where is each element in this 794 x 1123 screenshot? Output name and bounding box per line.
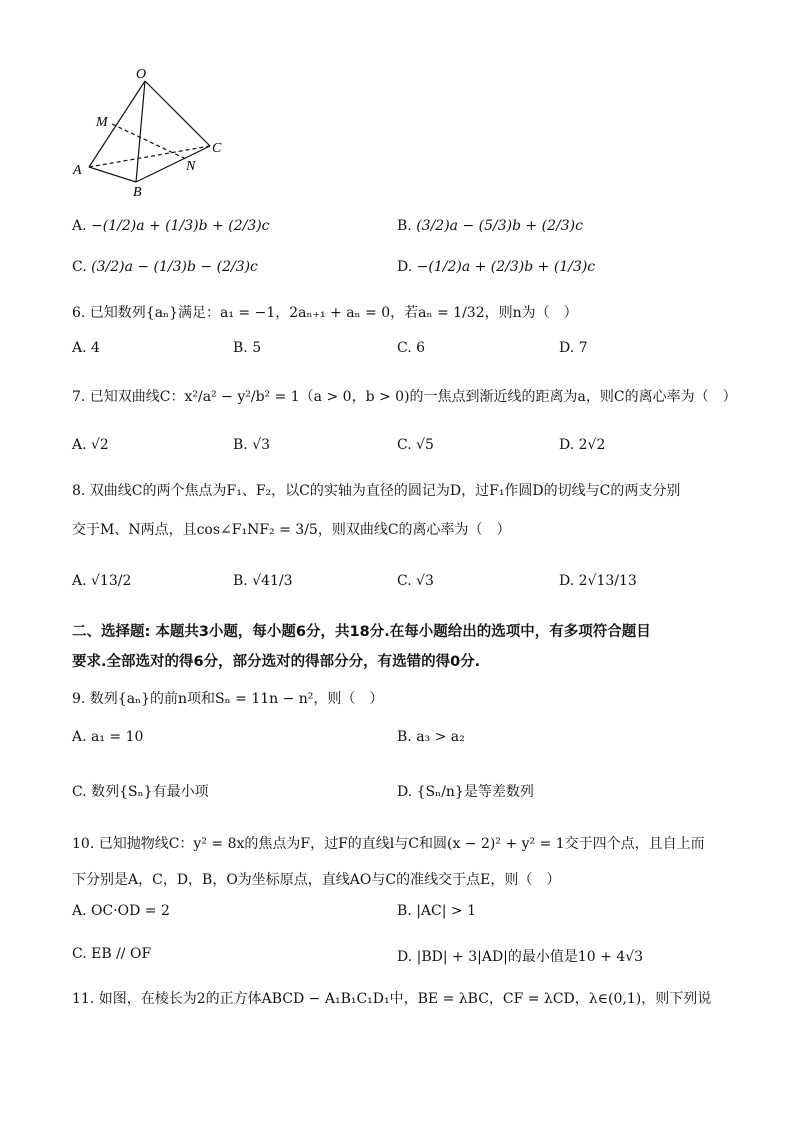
option-letter: B. [397, 218, 412, 234]
q10-stem-line1: 10. 已知抛物线C：y² = 8x的焦点为F，过F的直线l与C和圆(x − 2)² + y² = 1交于四个点，且自上而 [72, 836, 705, 852]
q5-option-c[interactable] [72, 259, 258, 275]
option-letter: B. [397, 903, 412, 919]
option-letter: D. [397, 784, 413, 800]
q5-option-b[interactable] [397, 218, 583, 234]
q9-option-c[interactable] [72, 781, 209, 801]
option-text: a₁ = 10 [91, 729, 144, 745]
q6-option-d[interactable] [559, 340, 588, 356]
label-B: B [133, 185, 142, 200]
option-letter: A. [72, 903, 87, 919]
option-letter: A. [72, 218, 87, 234]
option-text: |BD| + 3|AD|的最小值是10 + 4√3 [416, 949, 644, 965]
option-letter: D. [397, 949, 413, 965]
q7-option-c[interactable] [397, 437, 434, 453]
option-letter: D. [397, 259, 413, 275]
option-letter: C. [72, 946, 87, 962]
q10-option-d[interactable] [397, 946, 643, 966]
section2-instructions-line1: 二、选择题: 本题共3小题，每小题6分，共18分.在每小题给出的选项中，有多项符合题目 [72, 624, 651, 640]
option-text: √3 [252, 437, 271, 453]
q6-option-b[interactable] [233, 340, 261, 356]
label-O: O [136, 67, 147, 82]
tetrahedron-figure [66, 62, 236, 202]
option-text: {Sₙ/n}是等差数列 [416, 784, 534, 800]
option-letter: A. [72, 729, 87, 745]
option-text: 6 [416, 340, 426, 356]
label-M: M [96, 115, 108, 130]
option-text: (3/2)a − (5/3)b + (2/3)c [416, 218, 583, 234]
label-N: N [186, 159, 196, 174]
label-C: C [212, 141, 222, 156]
option-text: √5 [416, 437, 434, 453]
option-text: −(1/2)a + (2/3)b + (1/3)c [416, 259, 596, 275]
q10-stem-line2: 下分别是A，C，D，B，O为坐标原点，直线AO与C的准线交于点E，则（ ） [72, 872, 561, 888]
option-text: √3 [416, 573, 434, 589]
option-text: (3/2)a − (1/3)b − (2/3)c [91, 259, 258, 275]
q10-option-a[interactable] [72, 903, 170, 919]
option-text: a₃ > a₂ [416, 729, 465, 745]
q8-option-b[interactable] [233, 573, 293, 589]
q9-option-b[interactable] [397, 729, 465, 745]
option-letter: C. [397, 340, 412, 356]
q8-stem-line2: 交于M、N两点，且cos∠F₁NF₂ = 3/5，则双曲线C的离心率为（ ） [72, 522, 511, 538]
q9-stem: 9. 数列{aₙ}的前n项和Sₙ = 11n − n²，则（ ） [72, 691, 384, 707]
option-letter: D. [559, 340, 575, 356]
option-text: √2 [91, 437, 109, 453]
q10-option-c[interactable] [72, 946, 151, 962]
q5-option-a[interactable] [72, 218, 270, 234]
q9-option-d[interactable] [397, 781, 534, 801]
option-letter: D. [559, 573, 575, 589]
q11-stem: 11. 如图，在棱长为2的正方体ABCD − A₁B₁C₁D₁中，BE = λBC，CF = λCD，λ∈(0,1)，则下列说 [72, 991, 712, 1007]
q10-option-b[interactable] [397, 903, 476, 919]
label-A: A [73, 163, 82, 178]
option-text: 5 [252, 340, 262, 356]
q5-option-d[interactable] [397, 259, 595, 275]
option-letter: A. [72, 340, 87, 356]
option-letter: C. [72, 784, 87, 800]
option-text: √13/2 [91, 573, 132, 589]
q9-option-a[interactable] [72, 729, 143, 745]
option-text: 4 [91, 340, 100, 356]
q6-option-a[interactable] [72, 340, 100, 356]
option-text: OC·OD = 2 [91, 903, 170, 919]
option-text: 数列{Sₙ}有最小项 [91, 784, 209, 800]
option-text: 2√2 [578, 437, 606, 453]
option-letter: B. [233, 340, 248, 356]
option-letter: C. [397, 437, 412, 453]
q8-option-d[interactable] [559, 573, 637, 589]
q8-option-a[interactable] [72, 573, 131, 589]
option-text: EB // OF [91, 946, 152, 962]
option-text: √41/3 [252, 573, 293, 589]
option-letter: A. [72, 437, 87, 453]
option-letter: D. [559, 437, 575, 453]
option-text: 2√13/13 [578, 573, 637, 589]
option-letter: A. [72, 573, 87, 589]
q8-option-c[interactable] [397, 573, 434, 589]
option-letter: B. [397, 729, 412, 745]
q7-stem: 7. 已知双曲线C：x²/a² − y²/b² = 1（a > 0，b > 0)的一焦点到渐近线的距离为a，则C的离心率为（ ） [72, 389, 737, 405]
q8-stem-line1: 8. 双曲线C的两个焦点为F₁、F₂，以C的实轴为直径的圆记为D，过F₁作圆D的切线与C的两支分别 [72, 483, 681, 499]
option-letter: C. [397, 573, 412, 589]
option-text: |AC| > 1 [416, 903, 476, 919]
option-letter: B. [233, 437, 248, 453]
section2-instructions-line2: 要求.全部选对的得6分，部分选对的得部分分，有选错的得0分. [72, 654, 481, 670]
option-letter: C. [72, 259, 87, 275]
q7-option-a[interactable] [72, 437, 109, 453]
q7-option-d[interactable] [559, 437, 605, 453]
q6-stem: 6. 已知数列{aₙ}满足：a₁ = −1，2aₙ₊₁ + aₙ = 0，若aₙ = 1/32，则n为（ ） [72, 305, 578, 321]
option-text: 7 [578, 340, 588, 356]
option-text: −(1/2)a + (1/3)b + (2/3)c [91, 218, 270, 234]
option-letter: B. [233, 573, 248, 589]
q7-option-b[interactable] [233, 437, 270, 453]
q6-option-c[interactable] [397, 340, 425, 356]
